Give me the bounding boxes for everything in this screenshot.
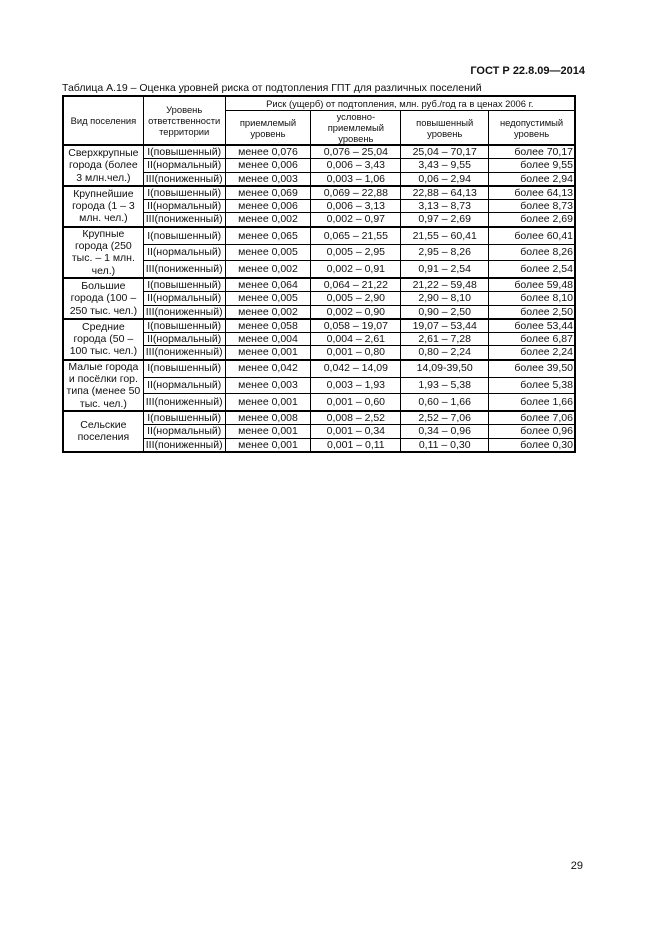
- conditional-cell: 0,004 – 2,61: [311, 333, 401, 346]
- elevated-cell: 0,97 – 2,69: [401, 213, 489, 227]
- responsibility-level-cell: II(нормальный): [143, 333, 225, 346]
- responsibility-level-cell: III(пониженный): [143, 394, 225, 411]
- table-row: [63, 319, 575, 333]
- risk-table-body: [63, 145, 575, 452]
- col-header-level: Уровень ответственности территории: [143, 96, 225, 145]
- responsibility-level-cell: I(повышенный): [143, 319, 225, 333]
- elevated-cell: 0,34 – 0,96: [401, 425, 489, 438]
- acceptable-cell: менее 0,002: [225, 261, 311, 278]
- elevated-cell: 0,11 – 0,30: [401, 438, 489, 452]
- responsibility-level-cell: III(пониженный): [143, 346, 225, 360]
- elevated-cell: 0,60 – 1,66: [401, 394, 489, 411]
- unacceptable-cell: более 8,10: [489, 292, 575, 305]
- acceptable-cell: менее 0,003: [225, 172, 311, 186]
- unacceptable-cell: более 53,44: [489, 319, 575, 333]
- unacceptable-cell: более 70,17: [489, 145, 575, 159]
- elevated-cell: 2,61 – 7,28: [401, 333, 489, 346]
- conditional-cell: 0,069 – 22,88: [311, 186, 401, 200]
- acceptable-cell: менее 0,058: [225, 319, 311, 333]
- elevated-cell: 3,13 – 8,73: [401, 200, 489, 213]
- acceptable-cell: менее 0,001: [225, 438, 311, 452]
- responsibility-level-cell: I(повышенный): [143, 360, 225, 377]
- conditional-cell: 0,005 – 2,90: [311, 292, 401, 305]
- unacceptable-cell: более 8,26: [489, 244, 575, 261]
- acceptable-cell: менее 0,005: [225, 244, 311, 261]
- conditional-cell: 0,065 – 21,55: [311, 227, 401, 244]
- unacceptable-cell: более 2,50: [489, 305, 575, 319]
- conditional-cell: 0,001 – 0,80: [311, 346, 401, 360]
- unacceptable-cell: более 2,69: [489, 213, 575, 227]
- acceptable-cell: менее 0,064: [225, 278, 311, 292]
- unacceptable-cell: более 0,30: [489, 438, 575, 452]
- responsibility-level-cell: I(повышенный): [143, 411, 225, 425]
- col-header-conditional: условно-приемлемый уровень: [311, 111, 401, 146]
- elevated-cell: 0,91 – 2,54: [401, 261, 489, 278]
- conditional-cell: 0,003 – 1,06: [311, 172, 401, 186]
- responsibility-level-cell: III(пониженный): [143, 261, 225, 278]
- conditional-cell: 0,001 – 0,34: [311, 425, 401, 438]
- acceptable-cell: менее 0,065: [225, 227, 311, 244]
- unacceptable-cell: более 7,06: [489, 411, 575, 425]
- conditional-cell: 0,008 – 2,52: [311, 411, 401, 425]
- acceptable-cell: менее 0,001: [225, 394, 311, 411]
- responsibility-level-cell: III(пониженный): [143, 438, 225, 452]
- conditional-cell: 0,005 – 2,95: [311, 244, 401, 261]
- unacceptable-cell: более 2,94: [489, 172, 575, 186]
- settlement-type-cell: Большие города (100 – 250 тыс. чел.): [63, 278, 143, 319]
- acceptable-cell: менее 0,006: [225, 200, 311, 213]
- acceptable-cell: менее 0,002: [225, 305, 311, 319]
- elevated-cell: 22,88 – 64,13: [401, 186, 489, 200]
- col-header-elevated: повышенный уровень: [401, 111, 489, 146]
- responsibility-level-cell: I(повышенный): [143, 227, 225, 244]
- elevated-cell: 2,95 – 8,26: [401, 244, 489, 261]
- responsibility-level-cell: III(пониженный): [143, 305, 225, 319]
- conditional-cell: 0,002 – 0,97: [311, 213, 401, 227]
- acceptable-cell: менее 0,042: [225, 360, 311, 377]
- conditional-cell: 0,001 – 0,11: [311, 438, 401, 452]
- settlement-type-cell: Крупные города (250 тыс. – 1 млн. чел.): [63, 227, 143, 278]
- unacceptable-cell: более 59,48: [489, 278, 575, 292]
- table-row: [63, 360, 575, 377]
- settlement-type-cell: Средние города (50 – 100 тыс. чел.): [63, 319, 143, 360]
- elevated-cell: 21,22 – 59,48: [401, 278, 489, 292]
- acceptable-cell: менее 0,002: [225, 213, 311, 227]
- unacceptable-cell: более 5,38: [489, 377, 575, 394]
- elevated-cell: 19,07 – 53,44: [401, 319, 489, 333]
- table-row: [63, 145, 575, 159]
- acceptable-cell: менее 0,076: [225, 145, 311, 159]
- responsibility-level-cell: I(повышенный): [143, 186, 225, 200]
- elevated-cell: 3,43 – 9,55: [401, 159, 489, 172]
- unacceptable-cell: более 0,96: [489, 425, 575, 438]
- risk-table: [62, 95, 576, 453]
- settlement-type-cell: Малые города и посёлки гор. типа (менее 50 тыс. чел.): [63, 360, 143, 411]
- elevated-cell: 0,06 – 2,94: [401, 172, 489, 186]
- acceptable-cell: менее 0,001: [225, 425, 311, 438]
- col-header-settlement: Вид поселения: [63, 96, 143, 145]
- unacceptable-cell: более 60,41: [489, 227, 575, 244]
- responsibility-level-cell: II(нормальный): [143, 377, 225, 394]
- unacceptable-cell: более 64,13: [489, 186, 575, 200]
- elevated-cell: 0,90 – 2,50: [401, 305, 489, 319]
- acceptable-cell: менее 0,005: [225, 292, 311, 305]
- unacceptable-cell: более 1,66: [489, 394, 575, 411]
- responsibility-level-cell: I(повышенный): [143, 278, 225, 292]
- conditional-cell: 0,001 – 0,60: [311, 394, 401, 411]
- acceptable-cell: менее 0,008: [225, 411, 311, 425]
- responsibility-level-cell: II(нормальный): [143, 425, 225, 438]
- acceptable-cell: менее 0,001: [225, 346, 311, 360]
- page-number: 29: [570, 860, 583, 872]
- settlement-type-cell: Крупнейшие города (1 – 3 млн. чел.): [63, 186, 143, 227]
- elevated-cell: 1,93 – 5,38: [401, 377, 489, 394]
- responsibility-level-cell: II(нормальный): [143, 292, 225, 305]
- unacceptable-cell: более 6,87: [489, 333, 575, 346]
- col-header-unacceptable: недопустимый уровень: [489, 111, 575, 146]
- conditional-cell: 0,076 – 25,04: [311, 145, 401, 159]
- responsibility-level-cell: III(пониженный): [143, 213, 225, 227]
- acceptable-cell: менее 0,069: [225, 186, 311, 200]
- responsibility-level-cell: I(повышенный): [143, 145, 225, 159]
- conditional-cell: 0,064 – 21,22: [311, 278, 401, 292]
- conditional-cell: 0,042 – 14,09: [311, 360, 401, 377]
- table-caption: Таблица А.19 – Оценка уровней риска от подтопления ГПТ для различных поселений: [62, 82, 482, 94]
- table-row: [63, 278, 575, 292]
- col-header-acceptable: приемлемый уровень: [225, 111, 311, 146]
- settlement-type-cell: Сверхкрупные города (более 3 млн.чел.): [63, 145, 143, 186]
- conditional-cell: 0,002 – 0,91: [311, 261, 401, 278]
- standard-code: ГОСТ Р 22.8.09—2014: [470, 65, 585, 77]
- unacceptable-cell: более 2,24: [489, 346, 575, 360]
- responsibility-level-cell: II(нормальный): [143, 159, 225, 172]
- unacceptable-cell: более 2,54: [489, 261, 575, 278]
- table-row: [63, 186, 575, 200]
- elevated-cell: 14,09-39,50: [401, 360, 489, 377]
- responsibility-level-cell: II(нормальный): [143, 200, 225, 213]
- conditional-cell: 0,058 – 19,07: [311, 319, 401, 333]
- elevated-cell: 25,04 – 70,17: [401, 145, 489, 159]
- elevated-cell: 2,52 – 7,06: [401, 411, 489, 425]
- responsibility-level-cell: III(пониженный): [143, 172, 225, 186]
- conditional-cell: 0,006 – 3,13: [311, 200, 401, 213]
- elevated-cell: 21,55 – 60,41: [401, 227, 489, 244]
- responsibility-level-cell: II(нормальный): [143, 244, 225, 261]
- elevated-cell: 0,80 – 2,24: [401, 346, 489, 360]
- unacceptable-cell: более 39,50: [489, 360, 575, 377]
- acceptable-cell: менее 0,003: [225, 377, 311, 394]
- table-row: [63, 411, 575, 425]
- table-row: [63, 227, 575, 244]
- col-header-risk-group: Риск (ущерб) от подтопления, млн. руб./год га в ценах 2006 г.: [225, 96, 575, 111]
- elevated-cell: 2,90 – 8,10: [401, 292, 489, 305]
- conditional-cell: 0,002 – 0,90: [311, 305, 401, 319]
- unacceptable-cell: более 8,73: [489, 200, 575, 213]
- conditional-cell: 0,003 – 1,93: [311, 377, 401, 394]
- acceptable-cell: менее 0,006: [225, 159, 311, 172]
- acceptable-cell: менее 0,004: [225, 333, 311, 346]
- settlement-type-cell: Сельские поселения: [63, 411, 143, 452]
- conditional-cell: 0,006 – 3,43: [311, 159, 401, 172]
- unacceptable-cell: более 9,55: [489, 159, 575, 172]
